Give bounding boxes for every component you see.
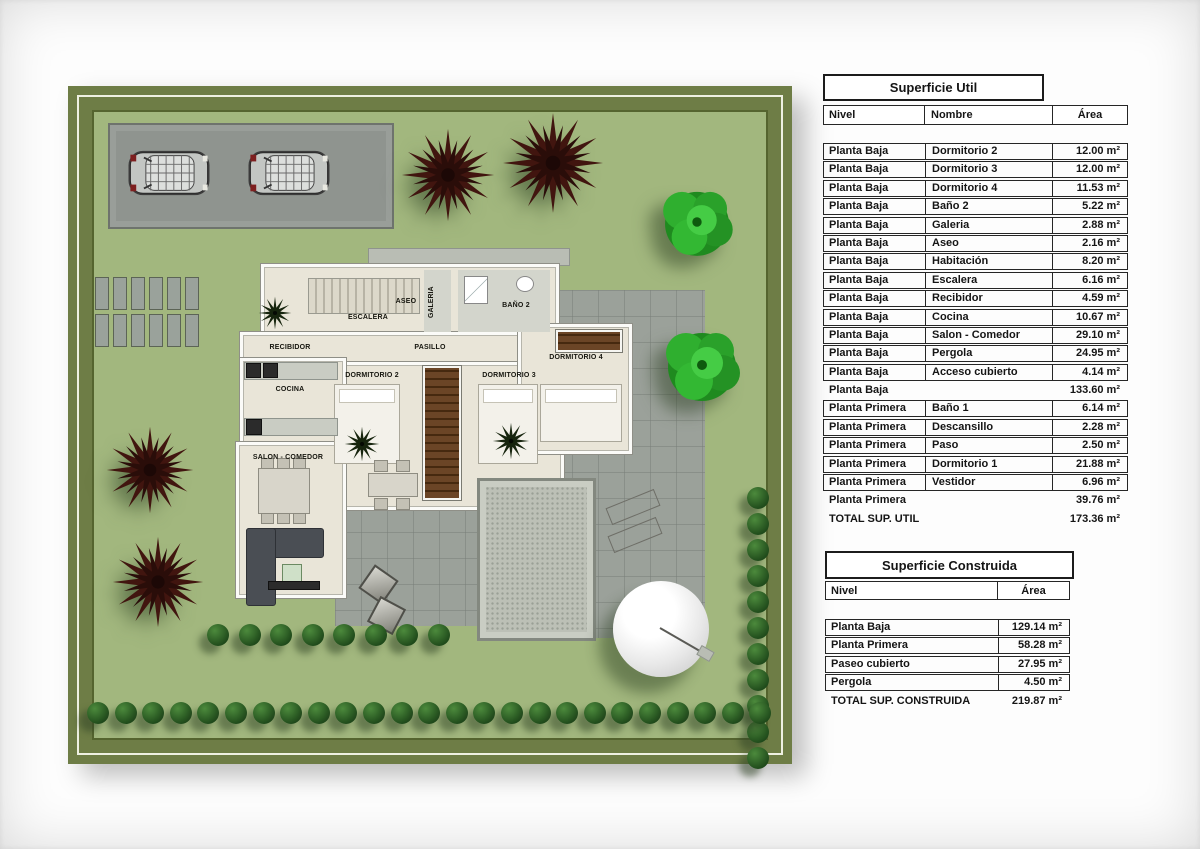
sink-kitchen (263, 363, 278, 378)
table-row (823, 198, 1128, 215)
hedge-bush (556, 702, 578, 724)
hedge-bush (446, 702, 468, 724)
cell-nivel: Planta Primera (829, 457, 907, 470)
table-row (823, 217, 1128, 234)
cell-nombre: Dormitorio 4 (925, 181, 1052, 196)
cell-nivel: Planta Baja (829, 273, 889, 286)
room-label-dormitorio3: DORMITORIO 3 (482, 372, 536, 379)
cell-nivel: Planta Primera (829, 439, 907, 452)
cell-nombre (925, 493, 1052, 508)
plant-icon (492, 422, 530, 460)
table-row (823, 437, 1128, 454)
cell-area: 4.59 m² (1052, 291, 1127, 306)
cell-nivel: Planta Baja (829, 310, 889, 323)
cell-area: 2.28 m² (1052, 420, 1127, 435)
table-row (825, 637, 1070, 654)
cell-nivel: Planta Baja (829, 200, 889, 213)
room-label-aseo: ASEO (395, 298, 417, 305)
table-row (823, 235, 1128, 252)
table-row (823, 492, 1128, 509)
chair (277, 513, 290, 524)
plant-icon (344, 426, 380, 462)
hedge-bush (333, 624, 355, 646)
table-row (823, 290, 1128, 307)
column-header-nivel: Nivel (825, 581, 998, 600)
cell-area: 6.16 m² (1052, 273, 1127, 288)
hedge-bush (747, 513, 769, 535)
bed (540, 384, 622, 442)
table-row (823, 143, 1128, 160)
table-row (825, 674, 1070, 691)
column-header-nivel: Nivel (823, 105, 925, 125)
green-tree-icon (650, 175, 744, 269)
cell-nivel: Planta Baja (829, 255, 889, 268)
cell-area: 133.60 m² (1069, 384, 1120, 397)
hedge-bush (302, 624, 324, 646)
cell-nombre: Galeria (925, 218, 1052, 233)
table-row (823, 474, 1128, 491)
cell-nivel: Pergola (831, 676, 872, 689)
hedge-bush (142, 702, 164, 724)
table-row (823, 345, 1128, 362)
superficie-util-rows (823, 143, 1128, 528)
hedge-bush (253, 702, 275, 724)
cell-nivel: Planta Baja (831, 621, 891, 633)
hedge-bush (473, 702, 495, 724)
cell-nivel: Planta Primera (829, 402, 907, 415)
cell-area: 2.50 m² (1052, 438, 1127, 453)
hedge-bush (747, 617, 769, 639)
cell-nivel: Paseo cubierto (831, 657, 910, 670)
table-row (823, 253, 1128, 270)
hedge-bush (747, 539, 769, 561)
table-row (823, 419, 1128, 436)
cell-nombre: Dormitorio 2 (925, 144, 1052, 159)
table-row (823, 456, 1128, 473)
stove (246, 363, 261, 378)
table-row (823, 272, 1128, 289)
cell-area: 5.22 m² (1052, 199, 1127, 214)
cell-area: 4.50 m² (998, 675, 1069, 690)
column-header-area: Área (997, 581, 1070, 600)
pool (477, 478, 596, 641)
cell-nombre: Acceso cubierto (925, 365, 1052, 380)
fridge (246, 419, 262, 435)
table-superficie-util (823, 74, 1128, 529)
hedge-bush (611, 702, 633, 724)
wardrobe (556, 330, 622, 352)
table-row (823, 511, 1128, 528)
hedge-bush (747, 487, 769, 509)
column-header-area: Área (1052, 105, 1128, 125)
hedge-bush (225, 702, 247, 724)
hedge-bush (335, 702, 357, 724)
cell-area: 27.95 m² (998, 657, 1069, 672)
cell-nivel: Planta Primera (831, 639, 909, 652)
room-label-salon: SALON - COMEDOR (252, 454, 324, 461)
table-row (823, 400, 1128, 417)
table-row (823, 382, 1128, 399)
dark-tree-icon (400, 127, 496, 223)
hedge-bush (396, 624, 418, 646)
room-label-dormitorio4: DORMITORIO 4 (549, 354, 603, 361)
hedge-bush (365, 624, 387, 646)
tv-sideboard (268, 581, 320, 590)
table-row (823, 180, 1128, 197)
shower (464, 276, 488, 304)
cell-nivel: Planta Baja (829, 347, 889, 360)
cell-nombre: Recibidor (925, 291, 1052, 306)
cell-area: 173.36 m² (1069, 512, 1120, 525)
hedge-bush (170, 702, 192, 724)
cell-area: 11.53 m² (1052, 181, 1127, 196)
cell-area: 29.10 m² (1052, 328, 1127, 343)
hedge-bush (747, 669, 769, 691)
dark-tree-icon (111, 535, 205, 629)
table-row (823, 364, 1128, 381)
hedge-bush (639, 702, 661, 724)
wardrobe (423, 366, 461, 500)
cell-nombre: Vestidor (925, 475, 1052, 490)
outdoor-chair (374, 498, 388, 510)
hedge-bush (239, 624, 261, 646)
hedge-bush (280, 702, 302, 724)
hedge-bush (747, 565, 769, 587)
table-row (823, 161, 1128, 178)
hedge-bush (87, 702, 109, 724)
cell-nombre: Baño 1 (925, 401, 1052, 416)
cell-nombre: Pergola (925, 346, 1052, 361)
hedge-bush (584, 702, 606, 724)
cell-nombre: Escalera (925, 273, 1052, 288)
plant-icon (258, 296, 292, 330)
room-label-escalera: ESCALERA (347, 314, 389, 321)
outdoor-chair (396, 498, 410, 510)
table-row (825, 619, 1070, 636)
hedge-bush (722, 702, 744, 724)
cell-nombre: Cocina (925, 310, 1052, 325)
hedge-bush (197, 702, 219, 724)
hedge-bush (418, 702, 440, 724)
hedge-bush (694, 702, 716, 724)
cell-nombre: Dormitorio 1 (925, 457, 1052, 472)
cell-nombre: Aseo (925, 236, 1052, 251)
cell-nivel: Planta Baja (829, 163, 889, 176)
cell-nombre: Descansillo (925, 420, 1052, 435)
cell-area: 6.14 m² (1052, 401, 1127, 416)
cell-nivel: Planta Primera (829, 494, 907, 507)
dark-tree-icon (501, 111, 605, 215)
cell-area: 39.76 m² (1075, 494, 1120, 507)
cell-area: 219.87 m² (1011, 694, 1062, 707)
hedge-bush (363, 702, 385, 724)
hedge-bush (667, 702, 689, 724)
cell-nivel: Planta Baja (829, 236, 889, 249)
cell-area: 2.16 m² (1052, 236, 1127, 251)
cell-area: 129.14 m² (998, 620, 1069, 635)
table-superficie-construida (825, 551, 1070, 711)
cell-nivel: Planta Primera (829, 476, 907, 489)
hedge-bush (747, 747, 769, 769)
room-label-pasillo: PASILLO (414, 344, 446, 351)
table-title: Superficie Util (823, 74, 1044, 101)
cell-area: 6.96 m² (1052, 475, 1127, 490)
plant-pot (282, 564, 302, 582)
cell-area: 12.00 m² (1052, 162, 1127, 177)
cell-area: 8.20 m² (1052, 254, 1127, 269)
cell-nombre: Paso (925, 438, 1052, 453)
table-row (823, 309, 1128, 326)
cell-nivel: Planta Baja (829, 365, 889, 378)
garden-plots (95, 277, 199, 347)
room-label-recibidor: RECIBIDOR (269, 344, 311, 351)
cell-area: 12.00 m² (1052, 144, 1127, 159)
hedge-bush (501, 702, 523, 724)
outdoor-table (368, 473, 418, 497)
hedge-bush (747, 591, 769, 613)
table-row (823, 327, 1128, 344)
table-row (825, 693, 1070, 710)
cell-area: 21.88 m² (1052, 457, 1127, 472)
cell-nombre (925, 383, 1052, 398)
hedge-bush (747, 721, 769, 743)
column-header-nombre: Nombre (924, 105, 1053, 125)
cell-nivel: Planta Baja (829, 292, 889, 305)
hedge-bush (207, 624, 229, 646)
cell-nombre (925, 512, 1052, 527)
room-label-cocina: COCINA (275, 386, 305, 393)
table-title: Superficie Construida (825, 551, 1074, 579)
hedge-bush (428, 624, 450, 646)
hedge-bush (747, 643, 769, 665)
parasol-base (696, 645, 714, 662)
chair (293, 513, 306, 524)
cell-area: 10.67 m² (1052, 310, 1127, 325)
dark-tree-icon (105, 425, 195, 515)
hedge-bush (270, 624, 292, 646)
dining-table (258, 468, 310, 514)
room-label-bano2: BAÑO 2 (502, 302, 530, 309)
cell-area: 4.14 m² (1052, 365, 1127, 380)
outdoor-chair (396, 460, 410, 472)
hedge-bush (529, 702, 551, 724)
cell-nivel: Planta Baja (829, 384, 889, 397)
green-tree-icon (652, 315, 752, 415)
cell-area: 58.28 m² (998, 638, 1069, 653)
cell-nivel: TOTAL SUP. CONSTRUIDA (831, 694, 971, 707)
car-top-view (126, 146, 212, 200)
car-top-view (246, 146, 332, 200)
cell-nivel: Planta Baja (829, 218, 889, 231)
room-label-galeria: GALERIA (428, 286, 435, 318)
cell-nivel: TOTAL SUP. UTIL (829, 512, 920, 525)
cell-nivel: Planta Primera (829, 420, 907, 433)
hedge-bush (749, 702, 771, 724)
hedge-bush (115, 702, 137, 724)
room-label-dormitorio2: DORMITORIO 2 (345, 372, 399, 379)
cell-nivel: Planta Baja (829, 328, 889, 341)
cell-nombre: Dormitorio 3 (925, 162, 1052, 177)
cell-area: 2.88 m² (1052, 218, 1127, 233)
hedge-bush (308, 702, 330, 724)
superficie-construida-rows (825, 619, 1070, 710)
cell-nombre: Habitación (925, 254, 1052, 269)
cell-nombre: Baño 2 (925, 199, 1052, 214)
hedge-bush (391, 702, 413, 724)
staircase (308, 278, 420, 314)
chair (261, 513, 274, 524)
sink (516, 276, 534, 292)
site-plan (68, 86, 792, 764)
cell-nivel: Planta Baja (829, 181, 889, 194)
cell-nivel: Planta Baja (829, 145, 889, 157)
sofa (246, 528, 276, 606)
cell-nombre: Salon - Comedor (925, 328, 1052, 343)
table-row (825, 656, 1070, 673)
cell-area: 24.95 m² (1052, 346, 1127, 361)
